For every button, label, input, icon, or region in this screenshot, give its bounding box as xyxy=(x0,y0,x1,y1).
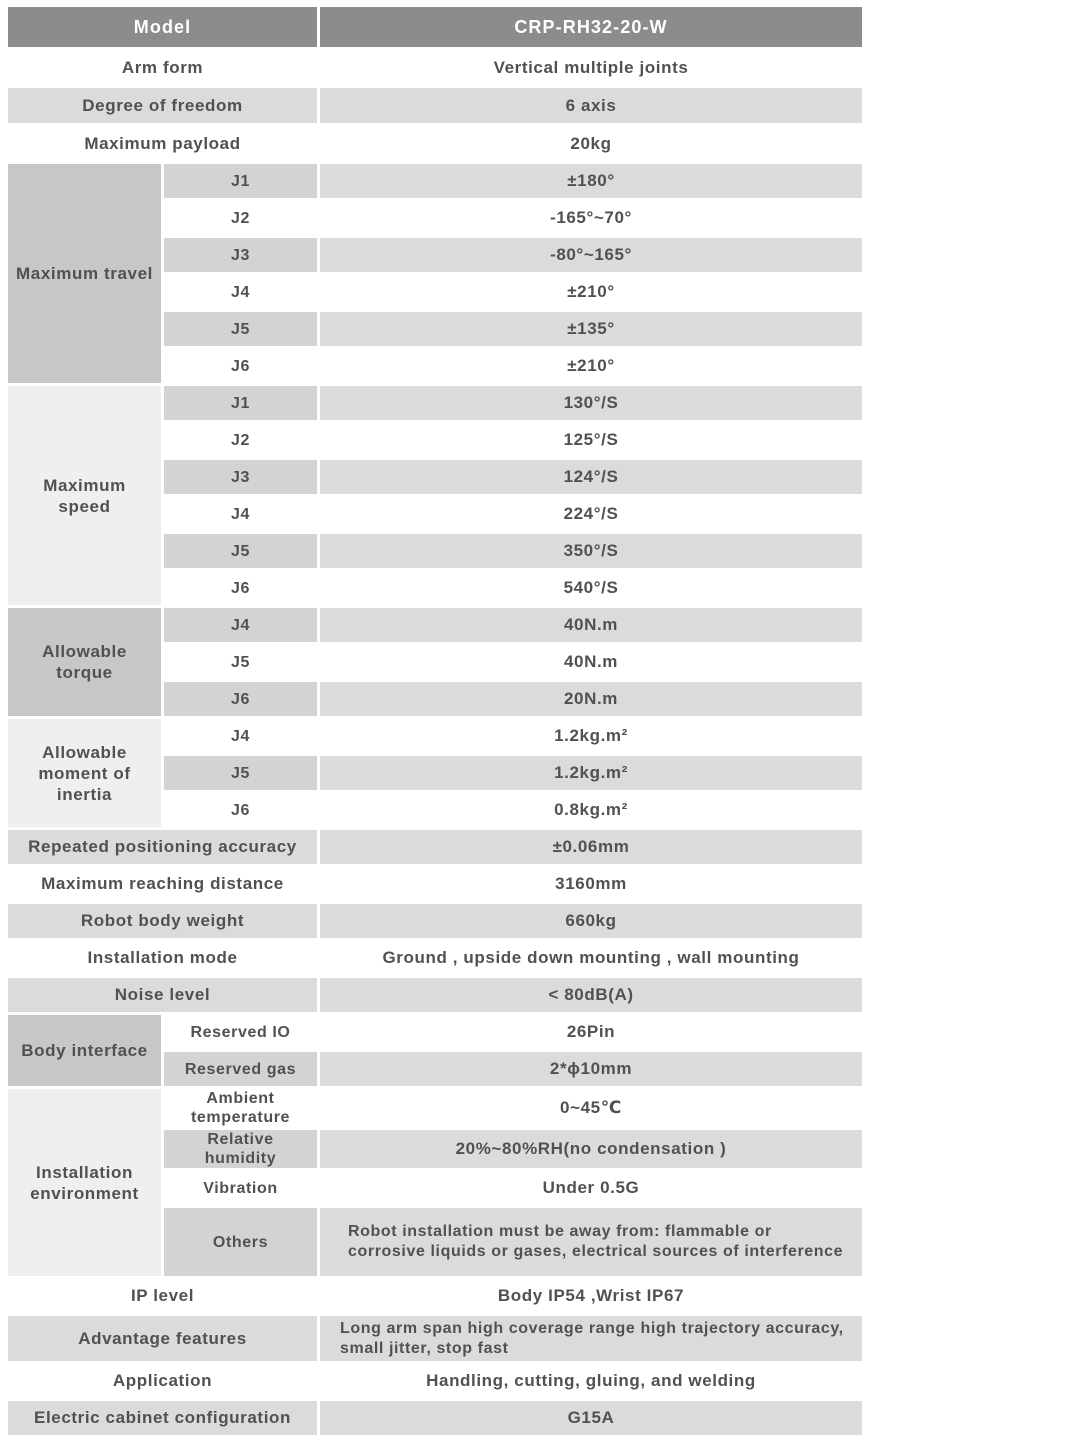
joint-value: 20N.m xyxy=(320,682,862,716)
joint-value: 0.8kg.m² xyxy=(320,793,862,827)
table-row xyxy=(8,7,862,47)
row-value: ±0.06mm xyxy=(320,830,862,864)
joint-label: J6 xyxy=(164,793,317,827)
joint-value: 1.2kg.m² xyxy=(320,756,862,790)
row-value: Handling, cutting, gluing, and welding xyxy=(320,1364,862,1398)
table-row xyxy=(8,386,862,420)
row-value: 6 axis xyxy=(320,88,862,123)
row-label: Robot body weight xyxy=(8,904,317,938)
joint-value: 125°/S xyxy=(320,423,862,457)
table-row xyxy=(8,830,862,864)
table-row xyxy=(8,867,862,901)
joint-value: ±135° xyxy=(320,312,862,346)
row-label: Electric cabinet configuration xyxy=(8,1401,317,1435)
sub-value: Under 0.5G xyxy=(320,1171,862,1205)
model-label: Model xyxy=(8,7,317,47)
joint-value: ±210° xyxy=(320,349,862,383)
table-row xyxy=(8,50,862,85)
group-label-body-interface: Body interface xyxy=(8,1015,161,1086)
table-row xyxy=(8,608,862,642)
joint-label: J1 xyxy=(164,386,317,420)
table-row xyxy=(8,978,862,1012)
row-value: Long arm span high coverage range high trajectory accuracy, small jitter, stop fast xyxy=(320,1316,862,1361)
joint-value: 350°/S xyxy=(320,534,862,568)
table-row xyxy=(8,1316,862,1361)
sub-value: 0~45℃ xyxy=(320,1089,862,1127)
row-label: Arm form xyxy=(8,50,317,85)
table-row xyxy=(8,1364,862,1398)
joint-label: J3 xyxy=(164,238,317,272)
joint-value: 540°/S xyxy=(320,571,862,605)
group-label-maximum-speed: Maximum speed xyxy=(8,386,161,605)
joint-label: J4 xyxy=(164,719,317,753)
table-row xyxy=(8,1089,862,1127)
sub-value: 2*ϕ10mm xyxy=(320,1052,862,1086)
sub-label: Relative humidity xyxy=(164,1130,317,1168)
joint-label: J4 xyxy=(164,608,317,642)
joint-label: J3 xyxy=(164,460,317,494)
row-value: 3160mm xyxy=(320,867,862,901)
joint-label: J2 xyxy=(164,201,317,235)
table-row xyxy=(8,164,862,198)
row-label: Degree of freedom xyxy=(8,88,317,123)
joint-value: 40N.m xyxy=(320,608,862,642)
table-row xyxy=(8,126,862,161)
joint-label: J1 xyxy=(164,164,317,198)
row-label: Maximum reaching distance xyxy=(8,867,317,901)
row-label: Advantage features xyxy=(8,1316,317,1361)
group-label-allowable-torque: Allowable torque xyxy=(8,608,161,716)
row-value: Ground , upside down mounting , wall mounting xyxy=(320,941,862,975)
row-label: Repeated positioning accuracy xyxy=(8,830,317,864)
row-value: Vertical multiple joints xyxy=(320,50,862,85)
sub-value: 20%~80%RH(no condensation ) xyxy=(320,1130,862,1168)
joint-label: J5 xyxy=(164,312,317,346)
row-label: IP level xyxy=(8,1279,317,1313)
table-row xyxy=(8,1279,862,1313)
table-row xyxy=(8,904,862,938)
sub-value: Robot installation must be away from: flammable or corrosive liquids or gases, electrical sources of interference xyxy=(320,1208,862,1276)
row-value: 660kg xyxy=(320,904,862,938)
joint-label: J6 xyxy=(164,682,317,716)
joint-value: 124°/S xyxy=(320,460,862,494)
joint-value: 130°/S xyxy=(320,386,862,420)
row-label: Noise level xyxy=(8,978,317,1012)
joint-label: J5 xyxy=(164,756,317,790)
row-value: 20kg xyxy=(320,126,862,161)
joint-label: J4 xyxy=(164,497,317,531)
joint-value: 40N.m xyxy=(320,645,862,679)
table-row xyxy=(8,1401,862,1435)
joint-value: ±210° xyxy=(320,275,862,309)
group-label-maximum-travel: Maximum travel xyxy=(8,164,161,383)
row-value: Body IP54 ,Wrist IP67 xyxy=(320,1279,862,1313)
sub-label: Others xyxy=(164,1208,317,1276)
table-row xyxy=(8,941,862,975)
joint-label: J6 xyxy=(164,571,317,605)
row-value: < 80dB(A) xyxy=(320,978,862,1012)
joint-value: 224°/S xyxy=(320,497,862,531)
table-row xyxy=(8,719,862,753)
sub-label: Vibration xyxy=(164,1171,317,1205)
joint-label: J5 xyxy=(164,534,317,568)
spec-table xyxy=(5,4,865,1438)
group-label-allowable-moment-of-inertia: Allowable moment of inertia xyxy=(8,719,161,827)
joint-value: -165°~70° xyxy=(320,201,862,235)
sub-label: Reserved gas xyxy=(164,1052,317,1086)
joint-value: -80°~165° xyxy=(320,238,862,272)
row-label: Installation mode xyxy=(8,941,317,975)
sub-label: Reserved IO xyxy=(164,1015,317,1049)
table-row xyxy=(8,88,862,123)
joint-label: J4 xyxy=(164,275,317,309)
joint-label: J2 xyxy=(164,423,317,457)
row-value: G15A xyxy=(320,1401,862,1435)
sub-value: 26Pin xyxy=(320,1015,862,1049)
model-value: CRP-RH32-20-W xyxy=(320,7,862,47)
table-row xyxy=(8,1015,862,1049)
row-label: Application xyxy=(8,1364,317,1398)
joint-label: J5 xyxy=(164,645,317,679)
joint-value: ±180° xyxy=(320,164,862,198)
row-label: Maximum payload xyxy=(8,126,317,161)
sub-label: Ambient temperature xyxy=(164,1089,317,1127)
group-label-installation-environment: Installation environment xyxy=(8,1089,161,1276)
joint-value: 1.2kg.m² xyxy=(320,719,862,753)
joint-label: J6 xyxy=(164,349,317,383)
